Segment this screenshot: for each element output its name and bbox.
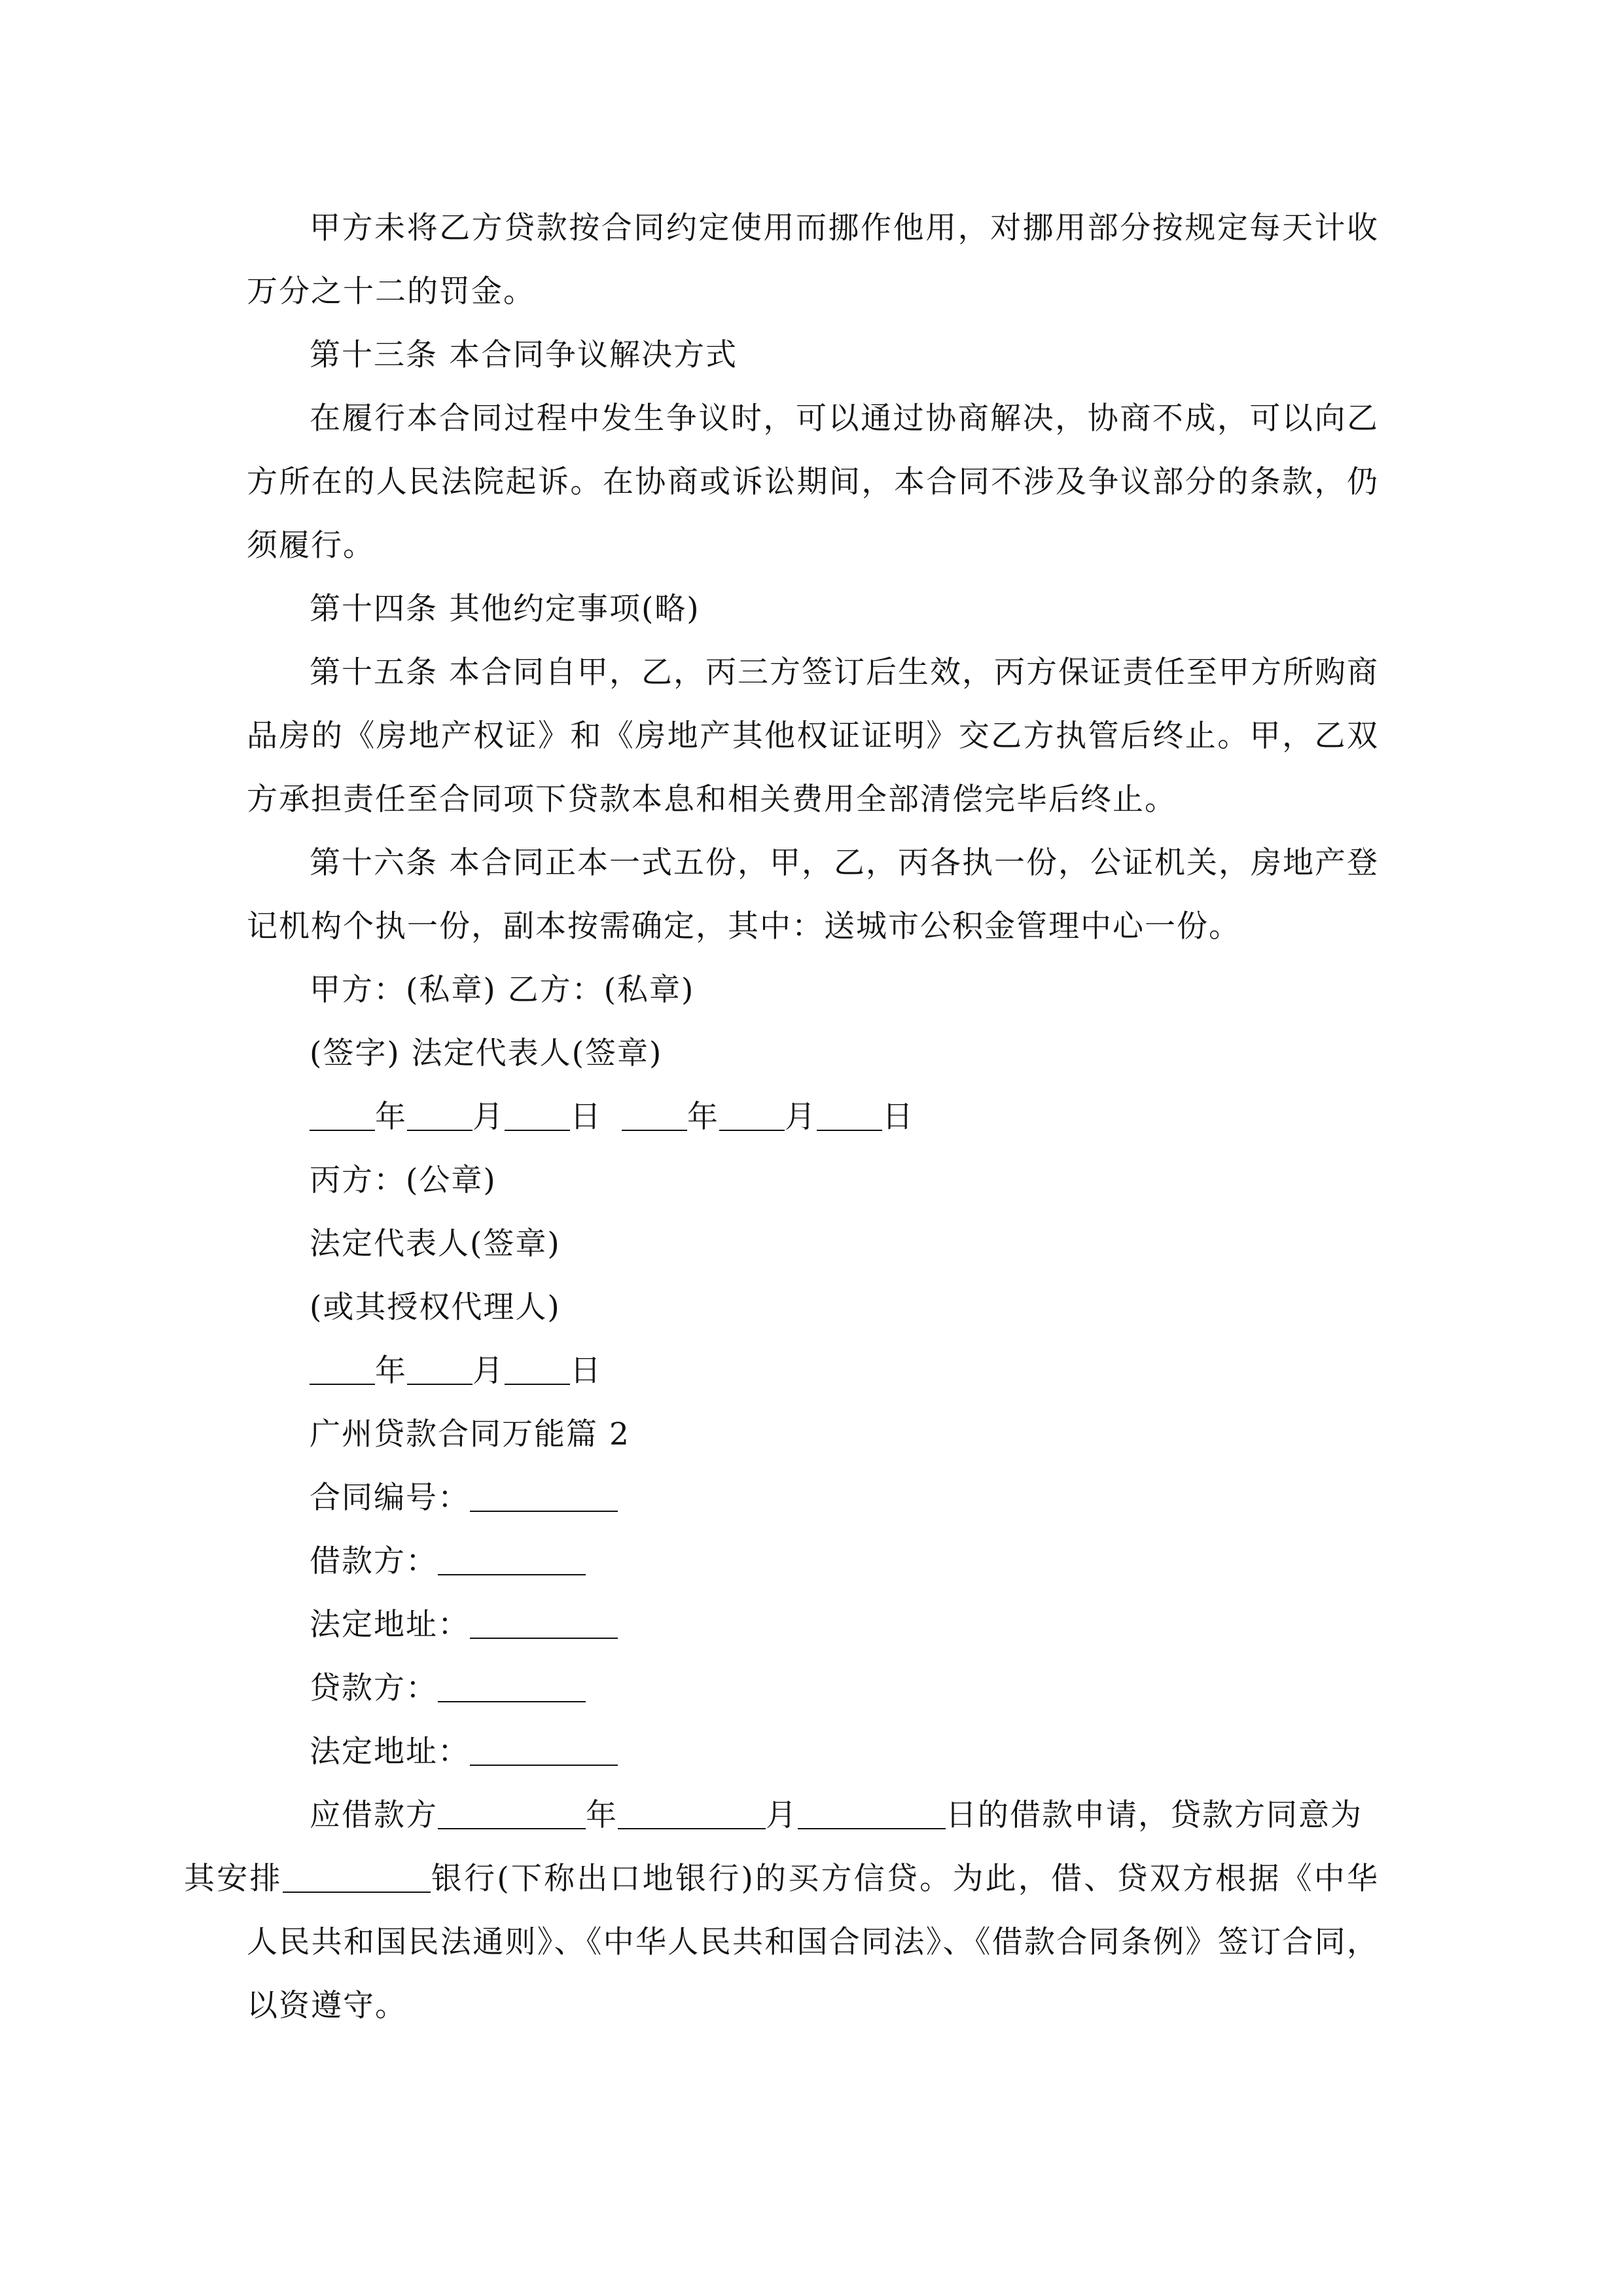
- day-label: 日: [882, 1099, 914, 1135]
- apply-prefix: 应借款方: [310, 1797, 438, 1833]
- borrower-field: [247, 1530, 1379, 1593]
- field-blank[interactable]: [470, 1609, 618, 1639]
- party-c-seal-line: 丙方：(公章): [310, 1162, 497, 1198]
- apply-year-blank[interactable]: [438, 1799, 586, 1829]
- apply-month-blank[interactable]: [618, 1799, 766, 1829]
- document-body: [184, 196, 1380, 2037]
- date-blank[interactable]: [407, 1355, 473, 1385]
- authorized-agent-line: (或其授权代理人): [310, 1289, 561, 1325]
- date-blank[interactable]: [505, 1355, 570, 1385]
- day-label: 日: [570, 1099, 602, 1135]
- date-line-single: [247, 1339, 1379, 1403]
- year-label: 年: [375, 1353, 407, 1389]
- legal-representative-line: 法定代表人(签章): [310, 1226, 561, 1262]
- field-label: 合同编号：: [310, 1480, 470, 1516]
- article-13-heading: 第十三条 本合同争议解决方式: [310, 337, 738, 373]
- contract-number-field: [247, 1466, 1379, 1530]
- field-label: 借款方：: [310, 1543, 438, 1579]
- date-blank[interactable]: [407, 1101, 473, 1131]
- date-blank[interactable]: [505, 1101, 570, 1131]
- field-blank[interactable]: [438, 1545, 586, 1575]
- month-label: 月: [785, 1099, 817, 1135]
- month-label: 月: [473, 1099, 505, 1135]
- paragraph-misuse-penalty: 甲方未将乙方贷款按合同约定使用而挪作他用，对挪用部分按规定每天计收万分之十二的罚金。: [247, 210, 1379, 310]
- date-line-double: [247, 1085, 1379, 1149]
- lender-address-field: [247, 1720, 1379, 1784]
- party-a-b-seal-line: 甲方：(私章) 乙方：(私章): [310, 972, 695, 1008]
- field-blank[interactable]: [438, 1672, 586, 1702]
- month-label: 月: [473, 1353, 505, 1389]
- field-blank[interactable]: [470, 1482, 618, 1512]
- paragraph-dispute-resolution: 在履行本合同过程中发生争议时，可以通过协商解决，协商不成，可以向乙方所在的人民法院起诉。在协商或诉讼期间，本合同不涉及争议部分的条款，仍须履行。: [247, 401, 1379, 564]
- article-15-paragraph: 第十五条 本合同自甲，乙，丙三方签订后生效，丙方保证责任至甲方所购商品房的《房地产权证》和《房地产其他权证证明》交乙方执管后终止。甲，乙双方承担责任至合同项下贷款本息和相关费用全部清偿完毕后终止。: [247, 655, 1379, 817]
- date-blank[interactable]: [817, 1101, 882, 1131]
- lender-field: [247, 1657, 1379, 1720]
- field-label: 贷款方：: [310, 1670, 438, 1706]
- article-16-paragraph: 第十六条 本合同正本一式五份，甲，乙，丙各执一份，公证机关，房地产登记机构个执一份，副本按需确定，其中：送城市公积金管理中心一份。: [247, 845, 1379, 944]
- date-blank[interactable]: [310, 1355, 375, 1385]
- section-2-title: 广州贷款合同万能篇 2: [310, 1416, 630, 1452]
- arrange-prefix: 其安排: [184, 1861, 283, 1897]
- apply-day-text: 日的借款申请，贷款方同意为: [946, 1797, 1363, 1833]
- day-label: 日: [570, 1353, 602, 1389]
- date-blank[interactable]: [719, 1101, 785, 1131]
- bank-name-blank[interactable]: [283, 1863, 431, 1893]
- apply-month-label: 月: [766, 1797, 798, 1833]
- loan-application-paragraph: [184, 1784, 1380, 2037]
- apply-day-blank[interactable]: [798, 1799, 946, 1829]
- apply-year-label: 年: [586, 1797, 618, 1833]
- field-label: 法定地址：: [310, 1734, 470, 1770]
- borrower-address-field: [247, 1593, 1379, 1657]
- arrange-text: 银行(下称出口地银行)的买方信贷。为此，借、贷双方根据《中华人民共和国民法通则》、《中华人民共和国合同法》、《借款合同条例》签订合同，以资遵守。: [247, 1861, 1380, 2024]
- field-label: 法定地址：: [310, 1607, 470, 1643]
- year-label: 年: [375, 1099, 407, 1135]
- date-blank[interactable]: [622, 1101, 687, 1131]
- year-label: 年: [687, 1099, 719, 1135]
- article-14-heading: 第十四条 其他约定事项(略): [310, 591, 700, 627]
- date-blank[interactable]: [310, 1101, 375, 1131]
- field-blank[interactable]: [470, 1736, 618, 1766]
- signature-line: (签字) 法定代表人(签章): [310, 1035, 663, 1071]
